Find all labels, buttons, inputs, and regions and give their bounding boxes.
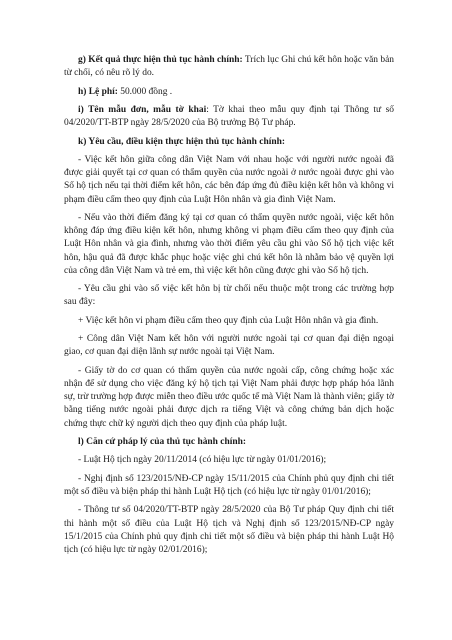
section-k-paragraph-3: - Yêu cầu ghi vào sổ việc kết hôn bị từ chối nếu thuộc một trong các trường hợp sau đây:	[64, 284, 394, 308]
section-h-text: 50.000 đồng .	[117, 86, 173, 97]
section-i-paragraph	[64, 104, 394, 130]
section-i-text: : Tờ khai theo mẫu quy định tại Thông tư số 04/2020/TT-BTP ngày 28/5/2020 của Bộ trưởng Bộ Tư pháp.	[64, 104, 394, 129]
section-l-paragraph-1: - Luật Hộ tịch ngày 20/11/2014 (có hiệu lực từ ngày 01/01/2016);	[78, 455, 327, 466]
section-k-paragraph-2: - Nếu vào thời điểm đăng ký tại cơ quan có thẩm quyền nước ngoài, việc kết hôn không đáp ứng điều kiện kết hôn, nhưng không vi phạm điều cấm theo quy định của Luật Hôn nhân và gia đình, nhưng vào thời điểm yêu cầu ghi vào Sổ hộ tịch việc kết hôn, hậu quả đã được khắc phục hoặc việc ghi chú kết hôn là nhằm bảo vệ quyền lợi của công dân Việt Nam và trẻ em, thì việc kết hôn cũng được ghi vào Sổ hộ tịch.	[64, 212, 394, 276]
section-g-paragraph	[64, 54, 394, 80]
section-k-heading: k) Yêu cầu, điều kiện thực hiện thủ tục hành chính:	[78, 136, 285, 147]
section-h-label: h) Lệ phí:	[78, 86, 118, 97]
document-body	[64, 54, 394, 562]
section-k-paragraph-5: + Công dân Việt Nam kết hôn với người nước ngoài tại cơ quan đại diện ngoại giao, cơ quan đại diện lãnh sự nước ngoài tại Việt Nam.	[64, 334, 394, 358]
section-l-paragraph-3: - Thông tư số 04/2020/TT-BTP ngày 28/5/2020 của Bộ Tư pháp Quy định chi tiết thi hành một số điều của Luật Hộ tịch và Nghị định số 123/2015/NĐ-CP ngày 15/1/2015 của Chính phủ quy định chi tiết một số điều và biện pháp thi hành Luật Hộ tịch (có hiệu lực từ ngày 02/01/2016);	[64, 505, 394, 555]
section-l-paragraph-2: - Nghị định số 123/2015/NĐ-CP ngày 15/11/2015 của Chính phủ quy định chi tiết một số điều và biện pháp thi hành Luật Hộ tịch (có hiệu lực từ ngày 01/01/2016);	[64, 473, 394, 497]
section-k-paragraph-1: - Việc kết hôn giữa công dân Việt Nam với nhau hoặc với người nước ngoài đã được giải quyết tại cơ quan có thẩm quyền của nước ngoài ở nước ngoài được ghi vào Sổ hộ tịch nếu tại thời điểm kết hôn, các bên đáp ứng đủ điều kiện kết hôn và không vi phạm điều cấm theo quy định của Luật Hôn nhân và gia đình Việt Nam.	[64, 154, 394, 205]
section-h-paragraph	[64, 86, 394, 99]
section-g-label: g) Kết quả thực hiện thủ tục hành chính:	[78, 55, 243, 65]
section-k-paragraph-4: + Việc kết hôn vi phạm điều cấm theo quy định của Luật Hôn nhân và gia đình.	[78, 315, 379, 326]
section-i-label: i) Tên mẫu đơn, mẫu tờ khai	[78, 104, 207, 115]
section-g-text: Trích lục Ghi chú kết hôn hoặc văn bản từ chối, có nêu rõ lý do.	[64, 55, 395, 79]
section-k-paragraph-6: - Giấy tờ do cơ quan có thẩm quyền của nước ngoài cấp, công chứng hoặc xác nhận để sử dụng cho việc đăng ký hộ tịch tại Việt Nam phải được hợp pháp hóa lãnh sự, trừ trường hợp được miễn theo điều ước quốc tế mà Việt Nam là thành viên; giấy tờ bằng tiếng nước ngoài phải được dịch ra tiếng Việt và công chứng bản dịch hoặc chứng thực chữ ký người dịch theo quy định của pháp luật.	[64, 365, 394, 429]
section-l-heading: l) Căn cứ pháp lý của thủ tục hành chính:	[78, 436, 246, 447]
